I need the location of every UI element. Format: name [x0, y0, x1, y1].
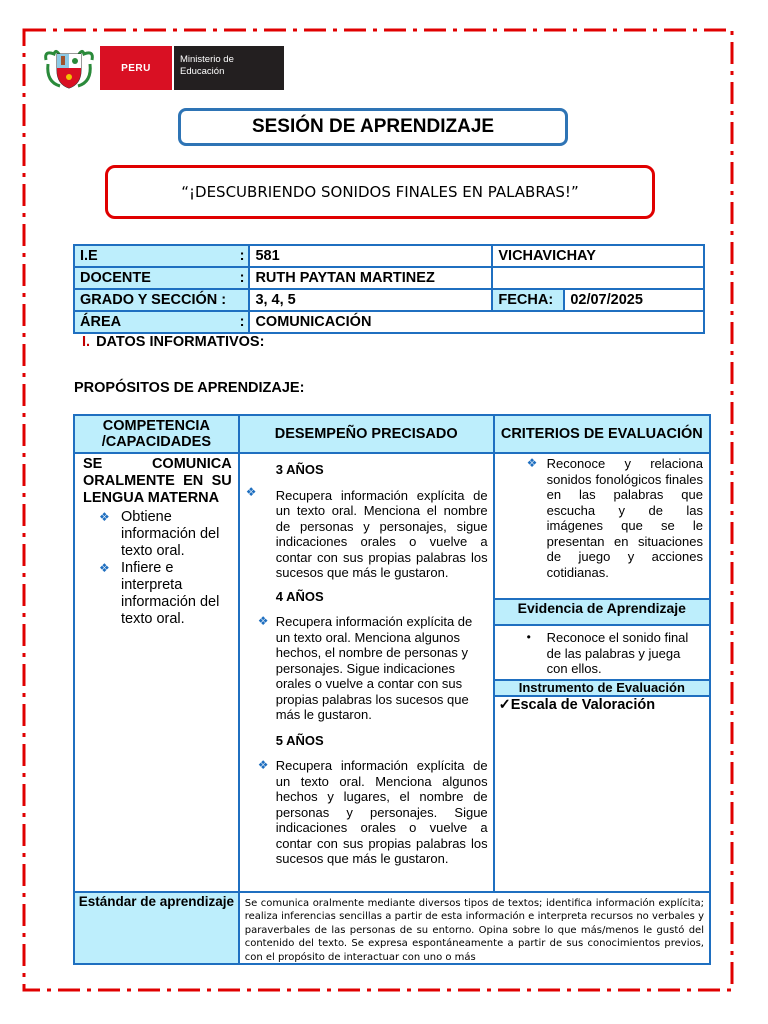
learning-row-standard: [74, 892, 710, 964]
desempeno-text: Recupera información explícita de un texto oral. Menciona el nombre de personas y personajes, sigue indicaciones orales o vuelve a contar con sus propias palabras los sucesos que más le gustaron.: [275, 487, 488, 580]
docente-empty: [492, 267, 704, 289]
age-heading: 4 AÑOS: [275, 588, 324, 604]
diamond-bullet-icon: ❖: [257, 758, 269, 772]
info-row-area: [74, 311, 704, 333]
desempeno-item: [244, 758, 488, 867]
instrumento-title: Instrumento de Evaluación: [494, 680, 710, 696]
diamond-bullet-icon: ❖: [99, 561, 110, 575]
peru-label: PERU: [100, 46, 172, 90]
docente-label: DOCENTE: [74, 267, 214, 289]
competencia-text: SE COMUNICA ORALMENTE EN SU LENGUA MATERNA: [83, 456, 232, 506]
ie-colon: :: [214, 245, 250, 267]
area-colon: :: [214, 311, 250, 333]
competencia-cell: [74, 453, 239, 892]
info-row-grado: [74, 289, 704, 311]
header-desempeno: DESEMPEÑO PRECISADO: [239, 415, 494, 453]
purposes-title: PROPÓSITOS DE APRENDIZAJE:: [74, 380, 305, 396]
learning-table-header: [74, 415, 710, 453]
ministry-logo: [42, 46, 284, 90]
header-competencia: COMPETENCIA /CAPACIDADES: [74, 415, 239, 453]
criterio-cell: [494, 453, 710, 599]
desempeno-item: [244, 484, 488, 581]
desempeno-cell: [239, 453, 494, 892]
page-title: SESIÓN DE APRENDIZAJE: [178, 108, 568, 146]
desempeno-item: [244, 614, 488, 723]
evidencia-title: Evidencia de Aprendizaje: [494, 599, 710, 625]
info-row-ie: [74, 245, 704, 267]
desempeno-text: Recupera información explícita de un texto oral. Menciona algunos hechos, el nombre de personas y personajes. Sigue indicaciones orales o vuelve a contar con sus propias palabras los sucesos que más le gustaron.: [275, 614, 473, 722]
capacidades-list: [99, 509, 232, 628]
evidencia-cell: [494, 625, 710, 680]
diamond-bullet-icon: ❖: [245, 484, 257, 499]
area-label: ÁREA: [74, 311, 214, 333]
estandar-title: Estándar de aprendizaje: [74, 892, 239, 964]
info-table: [73, 244, 705, 334]
grado-label: GRADO Y SECCIÓN :: [74, 289, 249, 311]
diamond-bullet-icon: ❖: [526, 456, 538, 470]
list-item: [99, 509, 232, 560]
diamond-bullet-icon: ❖: [257, 614, 269, 628]
ministry-label: [174, 46, 284, 90]
ie-label: I.E: [74, 245, 214, 267]
evidencia-item: [501, 630, 703, 677]
age-heading: 5 AÑOS: [275, 732, 324, 748]
criterio-text: Reconoce y relaciona sonidos fonológicos finales en las palabras que escucha y de las imágenes que se le presentan en situaciones de juego y acciones cotidianas.: [546, 456, 703, 580]
diamond-bullet-icon: ❖: [99, 510, 110, 524]
bullet-dot-icon: •: [526, 630, 531, 644]
capacidad-text: Infiere e interpreta información del texto oral.: [121, 560, 220, 627]
info-row-docente: [74, 267, 704, 289]
desempeno-text: Recupera información explícita de un texto oral. Menciona algunos hechos y lugares, el nombre de personas y personajes. Sigue indicaciones orales o vuelve a contar con sus propias palabras los sucesos que más le gustaron.: [275, 758, 488, 866]
ministry-line-1: Ministerio de: [180, 54, 234, 65]
list-item: [99, 560, 232, 628]
docente-value: RUTH PAYTAN MARTINEZ: [249, 267, 492, 289]
section-title: DATOS INFORMATIVOS:: [96, 334, 265, 350]
capacidad-text: Obtiene información del texto oral.: [121, 509, 220, 559]
ie-value: 581: [249, 245, 492, 267]
instrumento-value: ✓Escala de Valoración: [494, 696, 710, 892]
evidencia-text: Reconoce el sonido final de las palabras y juega con ellos.: [546, 630, 689, 676]
estandar-text: Se comunica oralmente mediante diversos tipos de textos; identifica información explícita; realiza inferencias sencillas a partir de esta información e interpreta recursos no verbales y paraverbales de las personas de su entorno. Opina sobre lo que más/menos le gustó del contenido del texto. Se expresa espontáneamente a partir de sus conocimientos previos, con el propósito de interactuar con uno o más: [244, 897, 704, 963]
learning-row-1: [74, 453, 710, 599]
ministry-line-2: Educación: [180, 66, 225, 77]
ie-place: VICHAVICHAY: [492, 245, 704, 267]
section-number: I.: [82, 334, 91, 350]
session-name: “¡DESCUBRIENDO SONIDOS FINALES EN PALABRAS!”: [105, 165, 655, 219]
fecha-value: 02/07/2025: [564, 289, 704, 311]
criterio-item: [501, 456, 703, 580]
section-heading: [82, 334, 264, 350]
grado-value: 3, 4, 5: [249, 289, 492, 311]
header-criterios: CRITERIOS DE EVALUACIÓN: [494, 415, 710, 453]
learning-table: [73, 414, 711, 965]
fecha-label: FECHA:: [492, 289, 564, 311]
estandar-cell: [239, 892, 710, 964]
docente-colon: :: [214, 267, 250, 289]
peru-coat-of-arms-icon: [42, 46, 96, 90]
area-value: COMUNICACIÓN: [249, 311, 704, 333]
age-heading: 3 AÑOS: [275, 462, 324, 477]
